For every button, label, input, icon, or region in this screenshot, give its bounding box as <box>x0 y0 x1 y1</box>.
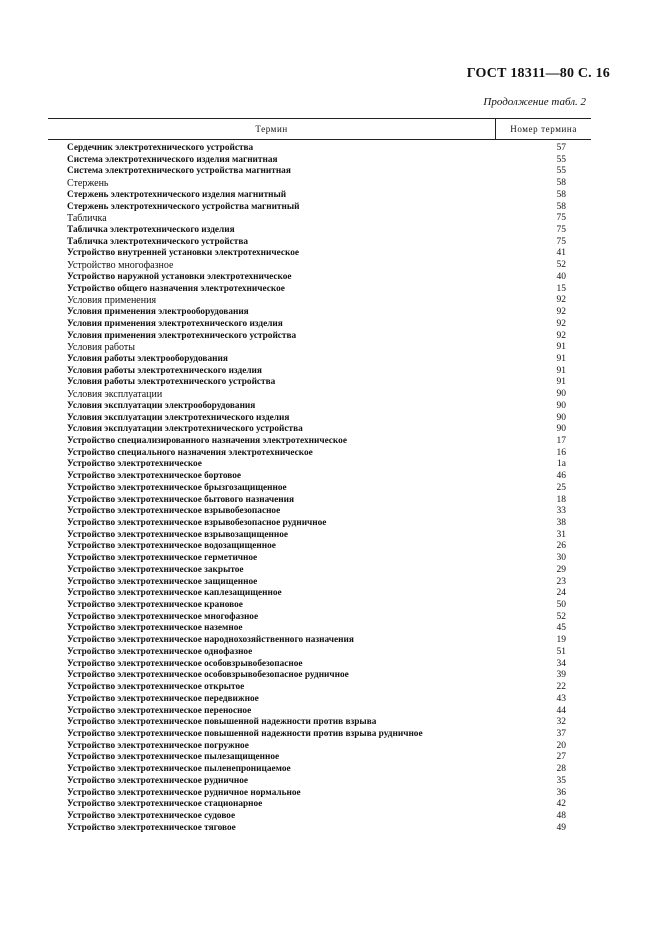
term-number-cell: 18 <box>556 494 566 505</box>
term-number-cell: 32 <box>556 717 566 728</box>
term-cell: Сердечник электротехнического устройства <box>67 143 254 153</box>
term-number-cell: 43 <box>556 693 566 704</box>
term-number-cell: 46 <box>556 471 566 482</box>
table-row <box>48 342 591 354</box>
term-number-cell: 57 <box>556 143 566 153</box>
term-cell: Устройство электротехническое взрывобезопасное <box>67 506 281 517</box>
table-row <box>48 225 591 237</box>
table-row <box>48 190 591 202</box>
table-row <box>48 284 591 296</box>
term-cell: Условия работы электрооборудования <box>67 353 228 364</box>
term-number-cell: 48 <box>556 810 566 821</box>
term-number-cell: 44 <box>556 705 566 716</box>
table-row <box>48 143 591 155</box>
term-cell: Устройство электротехническое тяговое <box>67 822 236 833</box>
table-row <box>48 694 591 706</box>
table-row <box>48 776 591 788</box>
term-number-cell: 34 <box>556 658 566 669</box>
table-row <box>48 213 591 225</box>
term-number-cell: 31 <box>556 529 566 540</box>
term-cell: Устройство специального назначения электротехническое <box>67 447 313 458</box>
term-cell: Условия применения электротехнического устройства <box>67 330 297 341</box>
term-cell: Условия эксплуатации электротехнического устройства <box>67 424 303 435</box>
term-number-cell: 30 <box>556 553 566 564</box>
table-row <box>48 506 591 518</box>
table-row <box>48 577 591 589</box>
term-cell: Устройство электротехническое рудничное нормальное <box>67 787 301 798</box>
term-cell: Устройство электротехническое защищенное <box>67 576 258 587</box>
table-row <box>48 319 591 331</box>
term-cell: Система электротехнического изделия магнитная <box>67 154 278 165</box>
table-row <box>48 307 591 319</box>
term-cell: Устройство наружной установки электротехническое <box>67 271 292 282</box>
term-number-cell: 92 <box>556 295 566 306</box>
term-number-cell: 38 <box>556 518 566 528</box>
term-number-cell: 40 <box>556 271 566 282</box>
table-row <box>48 518 591 530</box>
table-row <box>48 389 591 401</box>
table-row <box>48 530 591 542</box>
table-row <box>48 788 591 800</box>
term-number-cell: 22 <box>556 682 566 693</box>
term-number-cell: 49 <box>556 822 566 833</box>
table-row <box>48 612 591 624</box>
table-row <box>48 202 591 214</box>
term-cell: Условия эксплуатации электрооборудования <box>67 400 256 411</box>
table-row <box>48 565 591 577</box>
term-number-cell: 91 <box>556 353 566 364</box>
term-number-cell: 91 <box>556 342 566 353</box>
table-row <box>48 799 591 811</box>
term-number-cell: 26 <box>556 541 566 552</box>
term-number-cell: 90 <box>556 412 566 423</box>
term-cell: Устройство электротехническое переносное <box>67 705 252 716</box>
term-cell: Условия работы электротехнического устройства <box>67 377 276 388</box>
term-number-cell: 75 <box>556 213 566 224</box>
term-cell: Условия работы электротехнического изделия <box>67 365 262 376</box>
terms-table <box>48 118 591 834</box>
header-number: Номер термина <box>495 119 591 139</box>
term-number-cell: 17 <box>556 435 566 446</box>
term-number-cell: 58 <box>556 178 566 189</box>
term-number-cell: 37 <box>556 728 566 739</box>
table-row <box>48 659 591 671</box>
term-cell: Условия применения электротехнического изделия <box>67 318 283 329</box>
term-cell: Устройство электротехническое судовое <box>67 810 236 821</box>
table-row <box>48 495 591 507</box>
term-number-cell: 92 <box>556 307 566 318</box>
term-number-cell: 1а <box>557 459 566 470</box>
header-term: Термин <box>255 124 288 134</box>
term-number-cell: 90 <box>556 389 566 400</box>
table-row <box>48 752 591 764</box>
term-cell: Устройство электротехническое особовзрывобезопасное рудничное <box>67 670 349 681</box>
term-cell: Устройство электротехническое повышенной надежности против взрыва <box>67 717 377 728</box>
term-cell: Условия эксплуатации электротехнического изделия <box>67 412 290 423</box>
table-row <box>48 178 591 190</box>
term-cell: Стержень электротехнического устройства магнитный <box>67 201 300 212</box>
term-cell: Условия применения <box>67 295 157 307</box>
table-row <box>48 331 591 343</box>
term-cell: Устройство электротехническое закрытое <box>67 564 244 575</box>
term-number-cell: 92 <box>556 318 566 329</box>
term-number-cell: 90 <box>556 424 566 435</box>
table-row <box>48 741 591 753</box>
table-row <box>48 237 591 249</box>
term-cell: Условия эксплуатации <box>67 389 163 401</box>
table-row <box>48 272 591 284</box>
term-number-cell: 25 <box>556 482 566 493</box>
term-number-cell: 28 <box>556 764 566 775</box>
term-number-cell: 41 <box>556 248 566 259</box>
term-cell: Устройство специализированного назначения электротехническое <box>67 435 347 446</box>
table-row <box>48 155 591 167</box>
table-row <box>48 483 591 495</box>
table-row <box>48 764 591 776</box>
table-row <box>48 717 591 729</box>
term-cell: Устройство электротехническое повышенной надежности против взрыва рудничное <box>67 728 423 739</box>
table-row <box>48 706 591 718</box>
term-number-cell: 27 <box>556 752 566 763</box>
term-cell: Табличка электротехнического устройства <box>67 236 248 247</box>
term-number-cell: 24 <box>556 588 566 599</box>
term-number-cell: 91 <box>556 365 566 376</box>
table-row <box>48 729 591 741</box>
table-continuation-note: Продолжение табл. 2 <box>483 96 586 108</box>
term-cell: Устройство электротехническое многофазное <box>67 611 259 622</box>
term-number-cell: 90 <box>556 400 566 411</box>
term-cell: Устройство электротехническое пыленепроницаемое <box>67 764 291 775</box>
table-row <box>48 260 591 272</box>
term-cell: Устройство электротехническое каплезащищенное <box>67 588 282 599</box>
term-number-cell: 35 <box>556 775 566 786</box>
term-number-cell: 92 <box>556 330 566 341</box>
term-cell: Табличка электротехнического изделия <box>67 225 235 236</box>
table-row <box>48 811 591 823</box>
term-cell: Устройство электротехническое народнохозяйственного назначения <box>67 635 354 646</box>
table-row <box>48 823 591 835</box>
term-number-cell: 42 <box>556 799 566 810</box>
table-row <box>48 553 591 565</box>
term-cell: Устройство электротехническое передвижное <box>67 693 259 704</box>
term-cell: Стержень электротехнического изделия магнитный <box>67 189 287 200</box>
table-row <box>48 401 591 413</box>
term-cell: Устройство электротехническое стационарное <box>67 799 263 810</box>
term-cell: Условия работы <box>67 342 135 354</box>
term-number-cell: 16 <box>556 447 566 458</box>
table-row <box>48 436 591 448</box>
term-number-cell: 58 <box>556 189 566 200</box>
document-title: ГОСТ 18311—80 С. 16 <box>466 66 610 81</box>
term-cell: Стержень <box>67 178 109 190</box>
term-number-cell: 75 <box>556 236 566 247</box>
term-number-cell: 52 <box>556 260 566 271</box>
term-number-cell: 29 <box>556 564 566 575</box>
term-cell: Устройство электротехническое водозащищенное <box>67 541 276 552</box>
term-number-cell: 19 <box>556 635 566 646</box>
table-row <box>48 541 591 553</box>
term-number-cell: 39 <box>556 670 566 681</box>
term-cell: Устройство электротехническое бытового назначения <box>67 494 294 505</box>
table-row <box>48 623 591 635</box>
table-row <box>48 366 591 378</box>
table-row <box>48 459 591 471</box>
table-row <box>48 413 591 425</box>
table-row <box>48 670 591 682</box>
table-row <box>48 635 591 647</box>
term-cell: Устройство электротехническое погружное <box>67 740 249 751</box>
term-cell: Устройство электротехническое взрывозащищенное <box>67 529 289 540</box>
table-row <box>48 647 591 659</box>
term-number-cell: 52 <box>556 611 566 622</box>
term-number-cell: 15 <box>556 283 566 294</box>
table-row <box>48 471 591 483</box>
term-cell: Устройство электротехническое крановое <box>67 600 243 611</box>
term-number-cell: 75 <box>556 225 566 236</box>
table-row <box>48 295 591 307</box>
term-cell: Устройство электротехническое брызгозащищенное <box>67 482 287 493</box>
table-row <box>48 600 591 612</box>
table-row <box>48 448 591 460</box>
term-cell: Устройство электротехническое взрывобезопасное рудничное <box>67 518 327 528</box>
table-row <box>48 166 591 178</box>
term-cell: Устройство электротехническое однофазное <box>67 646 253 657</box>
term-cell: Устройство электротехническое бортовое <box>67 471 241 482</box>
term-cell: Устройство электротехническое пылезащищенное <box>67 752 280 763</box>
table-row <box>48 588 591 600</box>
term-cell: Устройство электротехническое <box>67 459 202 470</box>
term-cell: Система электротехнического устройства магнитная <box>67 166 291 177</box>
term-number-cell: 55 <box>556 154 566 165</box>
term-number-cell: 20 <box>556 740 566 751</box>
table-row <box>48 424 591 436</box>
term-cell: Устройство общего назначения электротехническое <box>67 283 285 294</box>
table-header <box>48 118 591 140</box>
term-cell: Устройство электротехническое открытое <box>67 682 245 693</box>
term-number-cell: 51 <box>556 646 566 657</box>
term-number-cell: 36 <box>556 787 566 798</box>
table-row <box>48 682 591 694</box>
term-number-cell: 55 <box>556 166 566 177</box>
term-cell: Устройство электротехническое рудничное <box>67 775 249 786</box>
table-body <box>48 143 591 834</box>
term-number-cell: 33 <box>556 506 566 517</box>
term-cell: Условия применения электрооборудования <box>67 307 249 318</box>
term-number-cell: 45 <box>556 623 566 634</box>
table-row <box>48 248 591 260</box>
term-cell: Устройство многофазное <box>67 260 174 272</box>
term-number-cell: 58 <box>556 201 566 212</box>
term-cell: Устройство электротехническое герметичное <box>67 553 258 564</box>
term-cell: Табличка <box>67 213 107 225</box>
table-row <box>48 354 591 366</box>
term-number-cell: 23 <box>556 576 566 587</box>
term-cell: Устройство электротехническое наземное <box>67 623 243 634</box>
term-number-cell: 50 <box>556 600 566 611</box>
table-row <box>48 377 591 389</box>
term-cell: Устройство внутренней установки электротехническое <box>67 248 300 259</box>
term-number-cell: 91 <box>556 377 566 388</box>
term-cell: Устройство электротехническое особовзрывобезопасное <box>67 658 303 669</box>
